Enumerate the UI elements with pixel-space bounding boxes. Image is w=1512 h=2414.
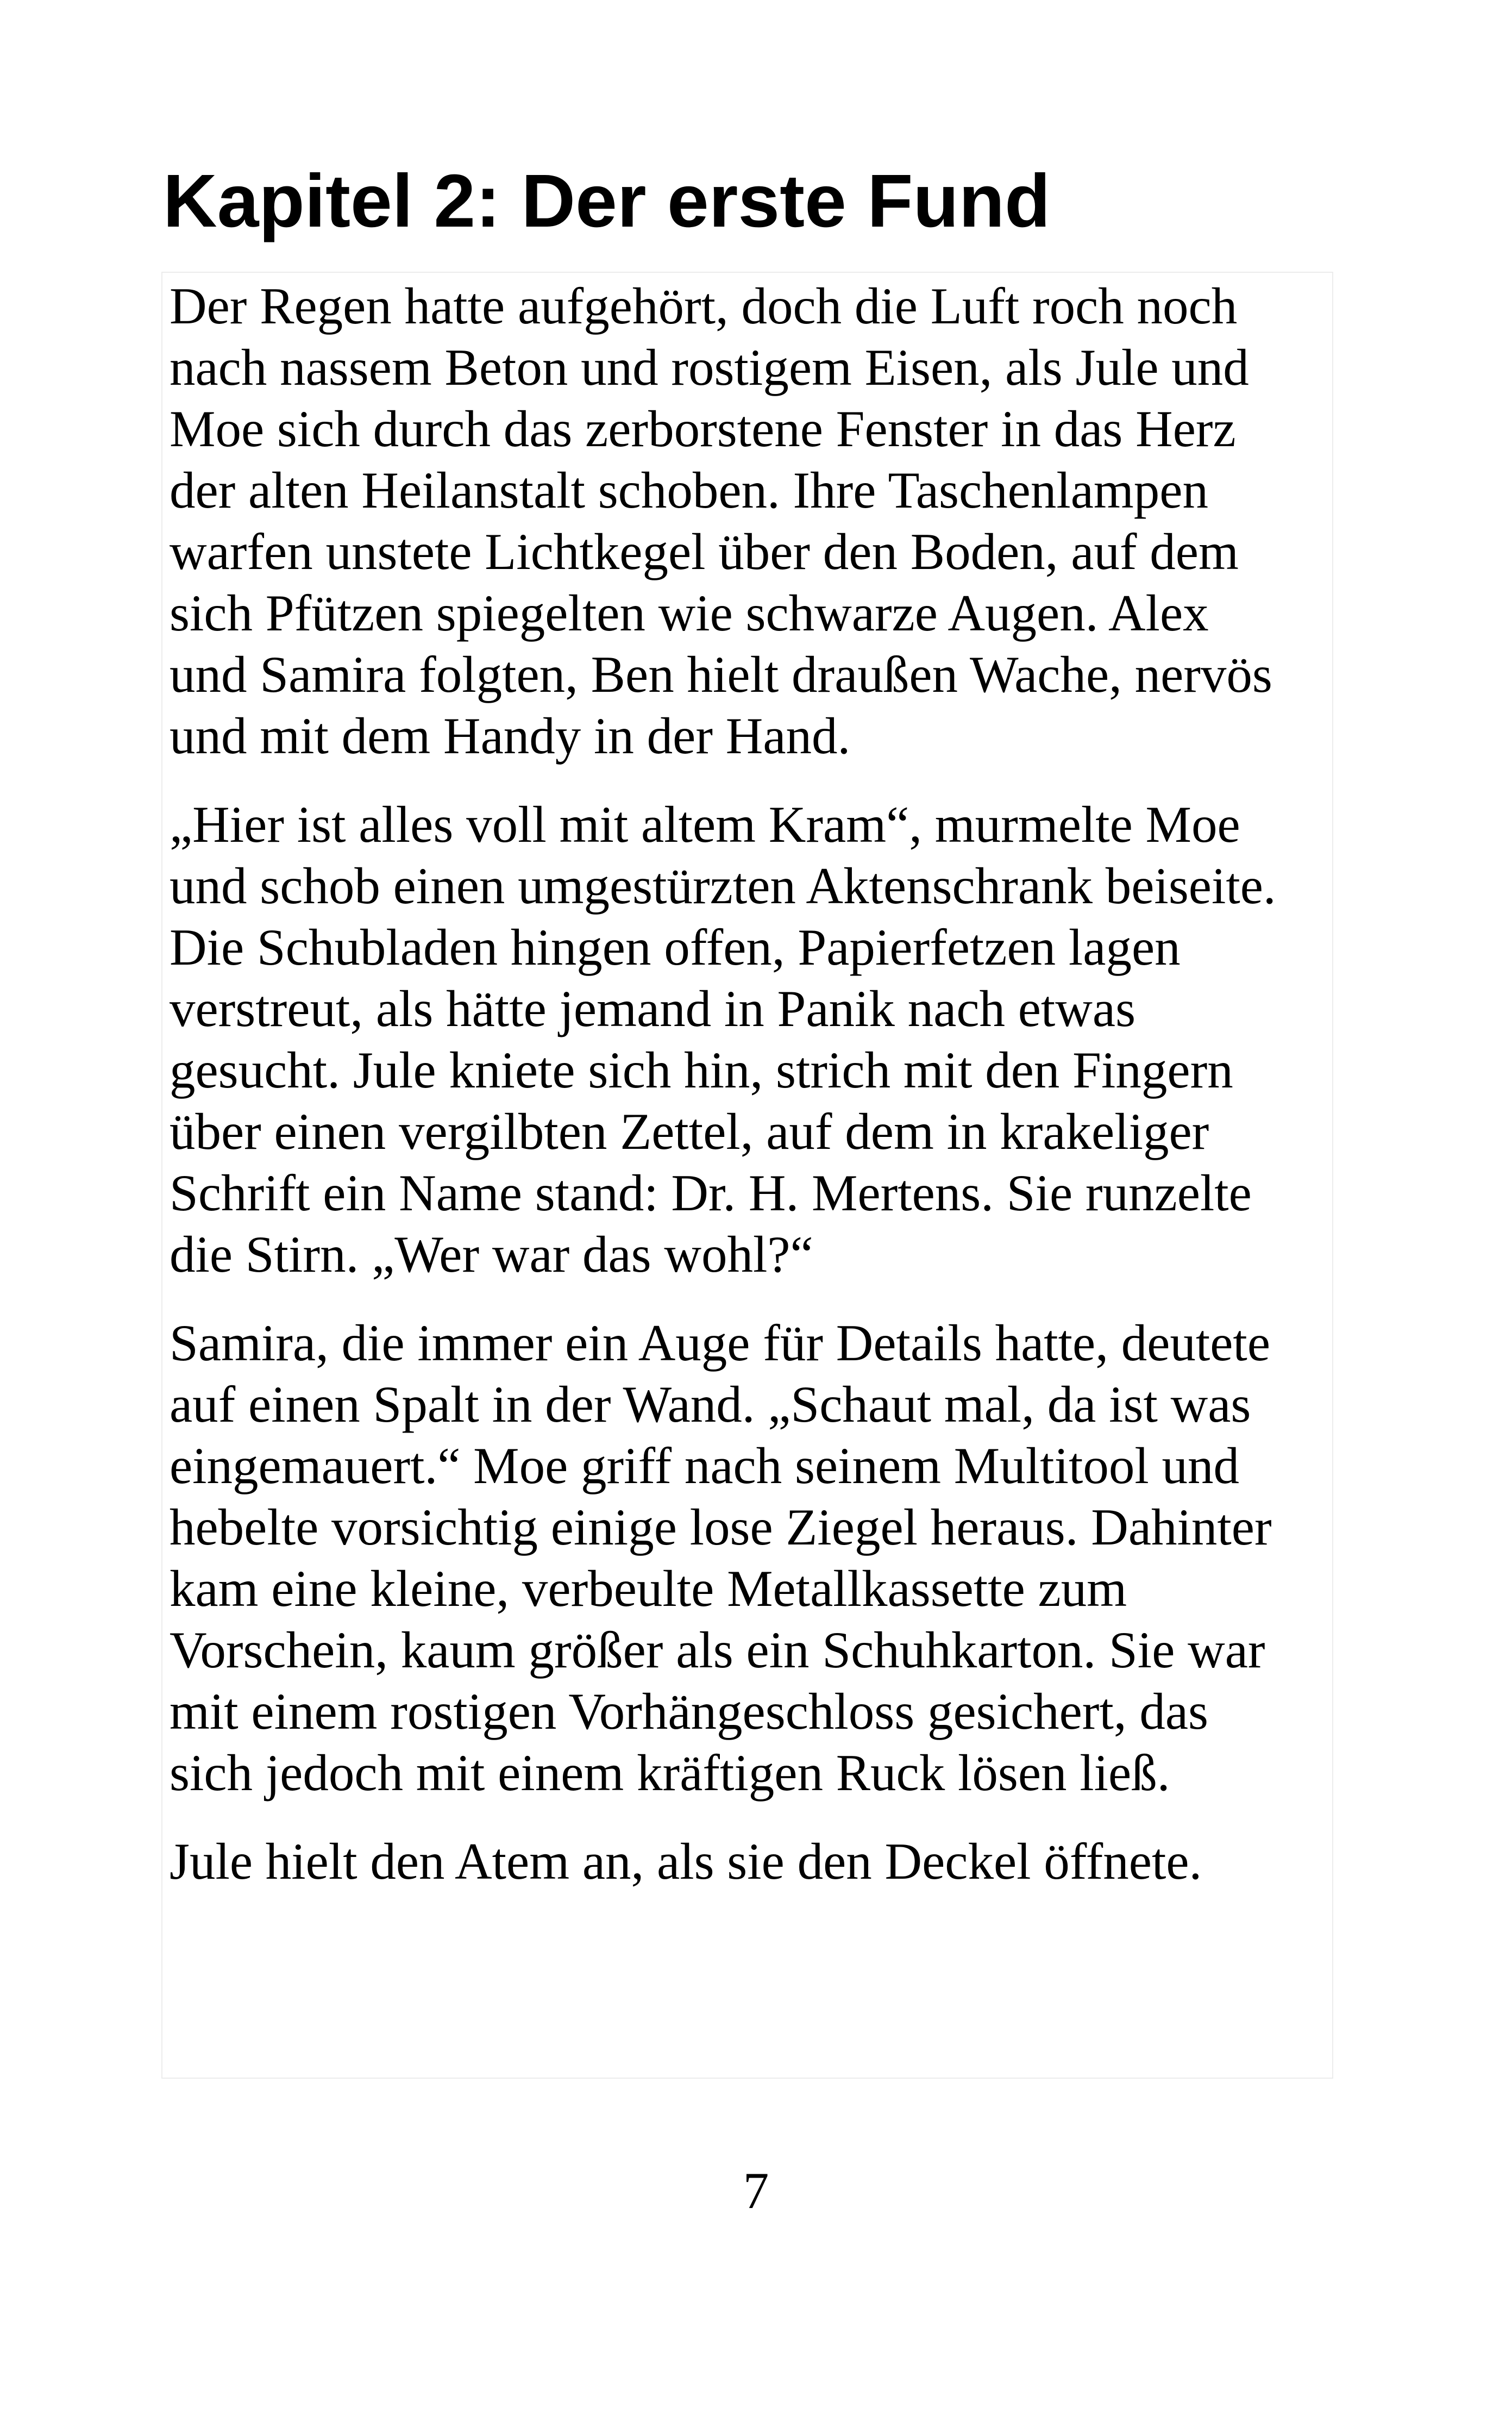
paragraph [170,794,1330,1285]
text-line: Moe sich durch das zerborstene Fenster in das Herz [170,400,1236,458]
page-number: 7 [743,2162,769,2219]
text-line: warfen unstete Lichtkegel über den Boden, auf dem [170,523,1239,580]
text-line: hebelte vorsichtig einige lose Ziegel heraus. Dahinter [170,1498,1272,1556]
text-line: und schob einen umgestürzten Aktenschrank beiseite. [170,857,1276,915]
text-line: Jule hielt den Atem an, als sie den Deckel öffnete. [170,1833,1202,1890]
paragraph [170,1312,1330,1804]
text-line: Schrift ein Name stand: Dr. H. Mertens. Sie runzelte [170,1164,1252,1222]
text-line: Samira, die immer ein Auge für Details hatte, deutete [170,1314,1270,1372]
text-line: Vorschein, kaum größer als ein Schuhkarton. Sie war [170,1621,1265,1679]
text-line: gesucht. Jule kniete sich hin, strich mit den Fingern [170,1041,1233,1099]
text-line: „Hier ist alles voll mit altem Kram“, murmelte Moe [170,796,1240,853]
text-line: sich Pfützen spiegelten wie schwarze Augen. Alex [170,584,1209,642]
chapter-title: Kapitel 2: Der erste Fund [163,159,1051,243]
text-line: eingemauert.“ Moe griff nach seinem Multitool und [170,1437,1239,1494]
text-line: verstreut, als hätte jemand in Panik nach etwas [170,980,1136,1037]
text-line: auf einen Spalt in der Wand. „Schaut mal, da ist was [170,1375,1251,1433]
text-line: und Samira folgten, Ben hielt draußen Wache, nervös [170,646,1272,703]
text-line: mit einem rostigen Vorhängeschloss gesichert, das [170,1683,1208,1740]
paragraph [170,1831,1330,1892]
text-frame [161,272,1333,2079]
text-line: nach nassem Beton und rostigem Eisen, als Jule und [170,339,1249,396]
body-text [170,276,1330,1919]
text-line: sich jedoch mit einem kräftigen Ruck lösen ließ. [170,1744,1170,1802]
text-line: der alten Heilanstalt schoben. Ihre Taschenlampen [170,461,1208,519]
text-line: Der Regen hatte aufgehört, doch die Luft roch noch [170,277,1238,335]
text-line: die Stirn. „Wer war das wohl?“ [170,1225,813,1283]
text-line: über einen vergilbten Zettel, auf dem in krakeliger [170,1103,1209,1160]
paragraph [170,276,1330,767]
text-line: kam eine kleine, verbeulte Metallkassette zum [170,1560,1127,1617]
text-line: und mit dem Handy in der Hand. [170,707,851,765]
text-line: Die Schubladen hingen offen, Papierfetzen lagen [170,918,1181,976]
